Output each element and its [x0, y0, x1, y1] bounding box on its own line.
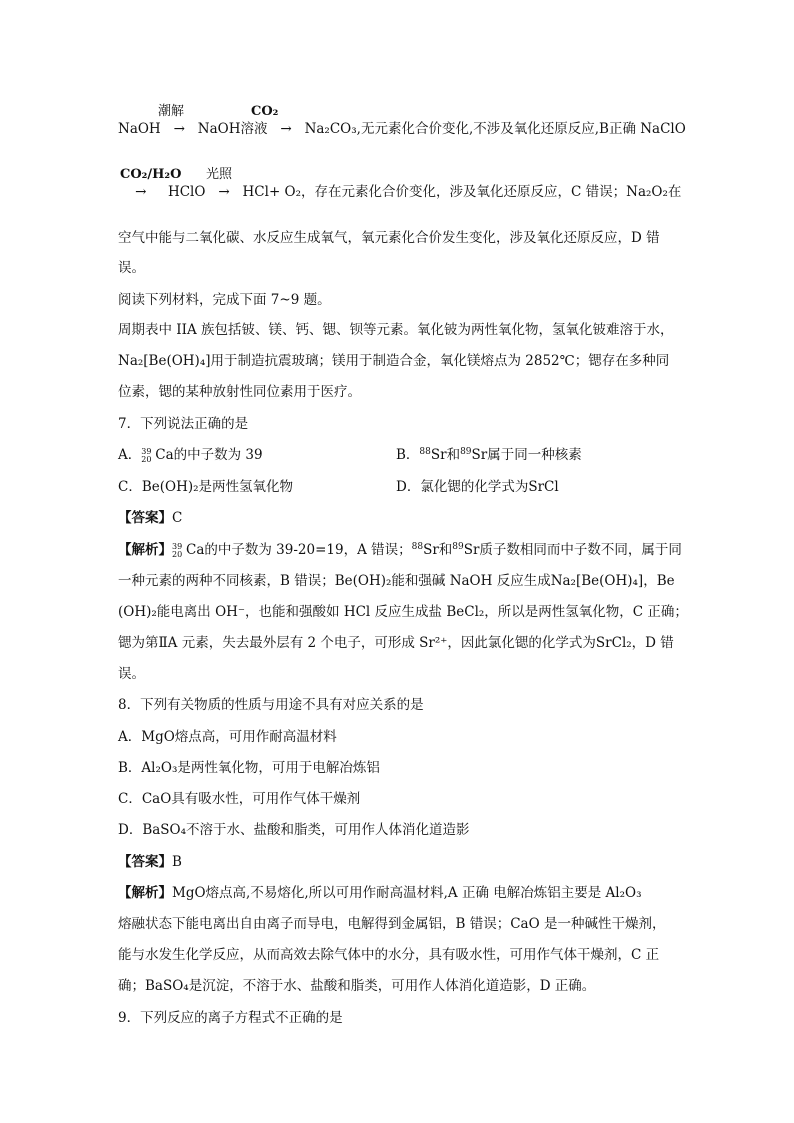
reaction2-condition-co2-h2o: CO₂/H₂O — [120, 167, 182, 182]
question-8-explanation: 【解析】MgO熔点高,不易熔化,所以可用作耐高温材料,A 正确 电解冶炼铝主要是 Al₂O₃ — [118, 885, 642, 901]
reaction1-condition-co2: CO₂ — [251, 104, 279, 119]
nuclide-notation: 39 20 — [172, 541, 183, 559]
question-8-answer: 【答案】B — [118, 854, 182, 870]
explanation-line: 熔融状态下能电离出自由离子而导电，电解得到金属铝，B 错误；CaO 是一种碱性干燥剂， — [118, 916, 666, 932]
nuclide-notation: 39 20 — [141, 446, 152, 464]
explanation-line: 误。 — [118, 666, 145, 682]
explanation-line: 锶为第ⅡA 元素，失去最外层有 2 个电子，可形成 Sr²⁺，因此氯化锶的化学式为SrCl₂，D 错 — [118, 635, 674, 651]
question-8-option-d: D．BaSO₄不溶于水、盐酸和脂类，可用作人体消化道造影 — [118, 822, 470, 838]
explanation-line: 一种元素的两种不同核素，B 错误；Be(OH)₂能和强碱 NaOH 反应生成Na₂[Be(OH)₄]，Be — [118, 573, 675, 589]
question-8-option-b: B．Al₂O₃是两性氧化物，可用于电解冶炼铝 — [118, 760, 380, 776]
reaction1-mid: NaOH溶液 — [197, 121, 268, 137]
reading-instruction: 阅读下列材料，完成下面 7~9 题。 — [118, 292, 331, 308]
arrow-icon: → — [165, 121, 194, 137]
question-7-explanation: 【解析】 39 20 Ca的中子数为 39-20=19，A 错误；$^{88}$Sr和$^{89}$Sr质子数相同而中子数不同，属于同 — [118, 541, 682, 559]
reaction1-end: Na₂CO₃ — [304, 121, 357, 137]
question-7-option-d: D．氯化锶的化学式为SrCl — [396, 479, 559, 495]
explanation-line: 能与水发生化学反应，从而高效去除气体中的水分，具有吸水性，可用作气体干燥剂，C 正 — [118, 947, 660, 963]
question-7-option-c: C．Be(OH)₂是两性氢氧化物 — [118, 479, 294, 495]
reaction2-mid: HClO — [167, 184, 206, 200]
reaction1-line — [118, 119, 686, 139]
material-line: 周期表中 IIA 族包括铍、镁、钙、锶、钡等元素。氧化铍为两性氧化物，氢氧化铍难溶于水， — [118, 322, 674, 338]
question-8-option-a: A．MgO熔点高，可用作耐高温材料 — [118, 729, 337, 745]
question-8-option-c: C．CaO具有吸水性，可用作气体干燥剂 — [118, 791, 361, 807]
arrow-icon: → — [118, 184, 164, 200]
question-9-stem: 9．下列反应的离子方程式不正确的是 — [118, 1010, 343, 1026]
arrow-icon: → — [209, 184, 239, 200]
explanation-line: 确；BaSO₄是沉淀，不溶于水、盐酸和脂类，可用作人体消化道造影，D 正确。 — [118, 978, 596, 994]
text-line: 误。 — [118, 260, 145, 276]
reaction2-line — [118, 182, 681, 202]
question-8-stem: 8．下列有关物质的性质与用途不具有对应关系的是 — [118, 697, 424, 713]
question-7-option-b: B．$^{88}$Sr和$^{89}$Sr属于同一种核素 — [396, 447, 582, 463]
question-7-option-a: A． 39 20 Ca的中子数为 39 — [118, 446, 263, 464]
reaction1-start: NaOH — [118, 121, 161, 137]
arrow-icon: → — [271, 121, 301, 137]
reaction1-condition-deliquescence: 潮解 — [158, 104, 185, 119]
text-line: 空气中能与二氧化碳、水反应生成氧气，氧元素化合价发生变化，涉及氧化还原反应，D 错 — [118, 230, 660, 246]
question-7-stem: 7．下列说法正确的是 — [118, 416, 249, 432]
reaction2-condition-light: 光照 — [206, 167, 233, 182]
material-line: 位素，锶的某种放射性同位素用于医疗。 — [118, 384, 361, 400]
material-line: Na₂[Be(OH)₄]用于制造抗震玻璃；镁用于制造合金，氧化镁熔点为 2852℃；锶存在多种同 — [118, 353, 670, 369]
reaction2-rest: HCl+ O₂，存在元素化合价变化，涉及氧化还原反应，C 错误；Na₂O₂在 — [242, 184, 682, 200]
explanation-line: (OH)₂能电离出 OH⁻，也能和强酸如 HCl 反应生成盐 BeCl₂，所以是两性氢氧化物，C 正确； — [118, 604, 688, 620]
reaction1-rest: ,无元素化合价变化,不涉及氧化还原反应,B正确 NaClO — [356, 121, 686, 137]
question-7-answer: 【答案】C — [118, 510, 183, 526]
